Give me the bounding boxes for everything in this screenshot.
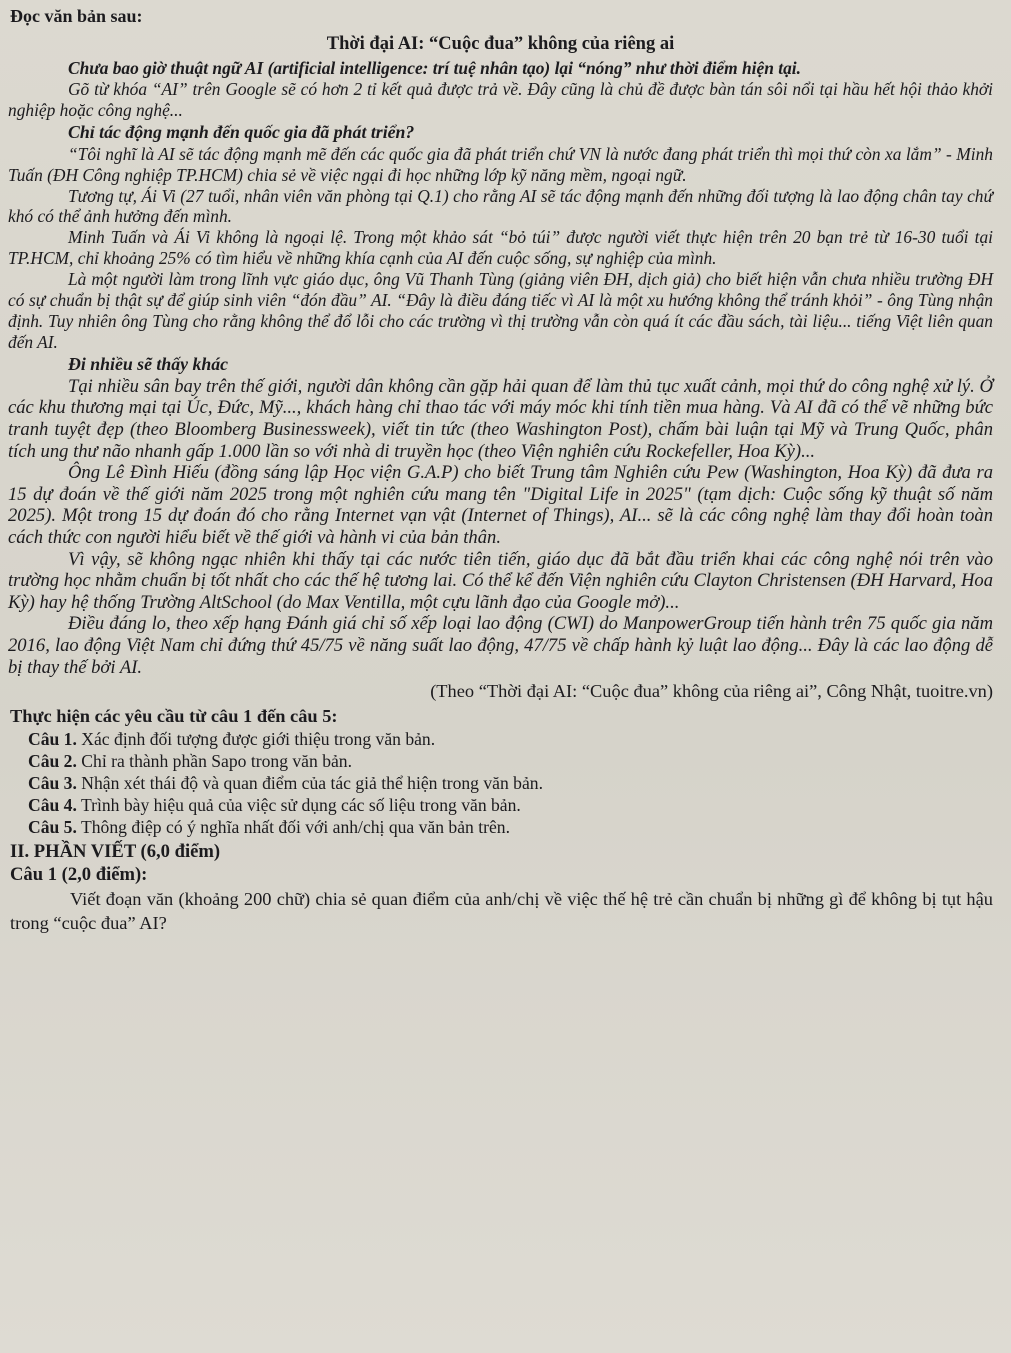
question-item [28, 794, 993, 816]
question-item [28, 772, 993, 794]
paragraph: Tương tự, Ái Vi (27 tuổi, nhân viên văn phòng tại Q.1) cho rằng AI sẽ tác động mạnh đến những đối tượng là lao động chân tay chứ khó có thể ảnh hưởng đến mình. [8, 185, 993, 227]
paragraph: “Tôi nghĩ là AI sẽ tác động mạnh mẽ đến các quốc gia đã phát triển chứ VN là nước đang phát triển thì mọi thứ còn xa lắm” - Minh Tuấn (ĐH Công nghiệp TP.HCM) chia sẻ về việc ngại đi học những lớp kỹ năng mềm, ngoại ngữ. [8, 143, 993, 185]
paragraph: Tại nhiều sân bay trên thế giới, người dân không cần gặp hải quan để làm thủ tục xuất cảnh, mọi thứ do công nghệ xử lý. Ở các khu thương mại tại Úc, Đức, Mỹ..., khách hàng chỉ thao tác với máy móc khi tính tiền mua hàng. Và AI đã có thể vẽ những bức tranh tuyệt đẹp (theo Bloomberg Businessweek), viết tin tức (theo Washington Post), chấm bài luận tại Mỹ và Trung Quốc, phân tích ung thư não nhanh gấp 1.000 lần so với nhà di truyền học (theo Viện nghiên cứu Rockefeller, Hoa Kỳ)... [8, 375, 993, 462]
question-text: Chỉ ra thành phần Sapo trong văn bản. [81, 751, 352, 772]
subheading: Chỉ tác động mạnh đến quốc gia đã phát triển? [68, 121, 415, 142]
question-label: Câu 4. [28, 795, 77, 816]
question-item [28, 728, 993, 750]
question-text: Trình bày hiệu quả của việc sử dụng các số liệu trong văn bản. [80, 795, 521, 816]
question-label: Câu 3. [28, 773, 77, 794]
article-title: Thời đại AI: “Cuộc đua” không của riêng ai [326, 34, 675, 54]
question-item [28, 816, 993, 838]
writing-question-text: Viết đoạn văn (khoảng 200 chữ) chia sẻ quan điểm của anh/chị về việc thế hệ trẻ cần chuẩn bị những gì để không bị tụt hậu trong “cuộc đua” AI? [10, 889, 993, 934]
writing-question-label: Câu 1 (2,0 điểm): [10, 864, 148, 886]
question-text: Xác định đối tượng được giới thiệu trong văn bản. [81, 729, 436, 750]
section-heading: II. PHẦN VIẾT (6,0 điểm) [10, 841, 221, 863]
question-text: Nhận xét thái độ và quan điểm của tác giả thể hiện trong văn bản. [81, 773, 543, 794]
question-text: Thông điệp có ý nghĩa nhất đối với anh/chị qua văn bản trên. [80, 817, 510, 838]
source-citation: (Theo “Thời đại AI: “Cuộc đua” không của riêng ai”, Công Nhật, tuoitre.vn) [430, 681, 993, 702]
question-item [28, 750, 993, 772]
task-heading: Thực hiện các yêu cầu từ câu 1 đến câu 5: [10, 706, 338, 727]
sapo-paragraph: Chưa bao giờ thuật ngữ AI (artificial intelligence: trí tuệ nhân tạo) lại “nóng” như thời điểm hiện tại. [68, 58, 801, 78]
paragraph: Gõ từ khóa “AI” trên Google sẽ có hơn 2 tỉ kết quả được trả về. Đây cũng là chủ đề được bàn tán sôi nổi tại hầu hết hội thảo khởi nghiệp hoặc công nghệ... [8, 78, 993, 120]
paragraph: Là một người làm trong lĩnh vực giáo dục, ông Vũ Thanh Tùng (giảng viên ĐH, dịch giả) cho biết hiện vẫn chưa nhiều trường ĐH có sự chuẩn bị thật sự để giúp sinh viên “đón đầu” AI. “Đây là điều đáng tiếc vì AI là một xu hướng không thể tránh khỏi” - ông Tùng nhận định. Tuy nhiên ông Tùng cho rằng không thể đổ lỗi cho các trường vì thị trường vẫn còn quá ít các đầu sách, tài liệu... tiếng Việt liên quan đến AI. [8, 269, 993, 352]
subheading: Đi nhiều sẽ thấy khác [68, 353, 229, 374]
paragraph: Vì vậy, sẽ không ngạc nhiên khi thấy tại các nước tiên tiến, giáo dục đã bắt đầu triển khai các công nghệ nói trên vào trường học nhằm chuẩn bị tốt nhất cho các thế hệ tương lai. Có thể kể đến Viện nghiên cứu Clayton Christensen (ĐH Harvard, Hoa Kỳ) hay hệ thống Trường AltSchool (do Max Ventilla, một cựu lãnh đạo của Google mở)... [8, 548, 993, 613]
question-label: Câu 5. [28, 817, 77, 838]
question-label: Câu 1. [28, 729, 77, 750]
question-label: Câu 2. [28, 751, 77, 772]
reading-instruction: Đọc văn bản sau: [10, 6, 143, 26]
paragraph: Minh Tuấn và Ái Vi không là ngoại lệ. Trong một khảo sát “bỏ túi” được người viết thực hiện trên 20 bạn trẻ từ 16-30 tuổi tại TP.HCM, chỉ khoảng 25% có tìm hiểu về những khía cạnh của AI đến cuộc sống, sự nghiệp của mình. [8, 227, 993, 269]
paragraph: Ông Lê Đình Hiếu (đồng sáng lập Học viện G.A.P) cho biết Trung tâm Nghiên cứu Pew (Washington, Hoa Kỳ) đã đưa ra 15 dự đoán về thế giới năm 2025 trong một nghiên cứu mang tên "Digital Life in 2025" (tạm dịch: Cuộc sống kỹ thuật số năm 2025). Một trong 15 dự đoán đó cho rằng Internet vạn vật (Internet of Things), AI... sẽ là các công nghệ làm thay đổi hoàn toàn cách thức con người hiểu biết về thế giới và hành vi của bản thân. [8, 462, 993, 548]
paragraph: Điều đáng lo, theo xếp hạng Đánh giá chỉ số xếp loại lao động (CWI) do ManpowerGroup tiến hành trên 75 quốc gia năm 2016, lao động Việt Nam chỉ đứng thứ 45/75 về năng suất lao động, 47/75 về chấp hành kỷ luật lao động... Đây là các lao động dễ bị thay thế bởi AI. [8, 613, 993, 678]
